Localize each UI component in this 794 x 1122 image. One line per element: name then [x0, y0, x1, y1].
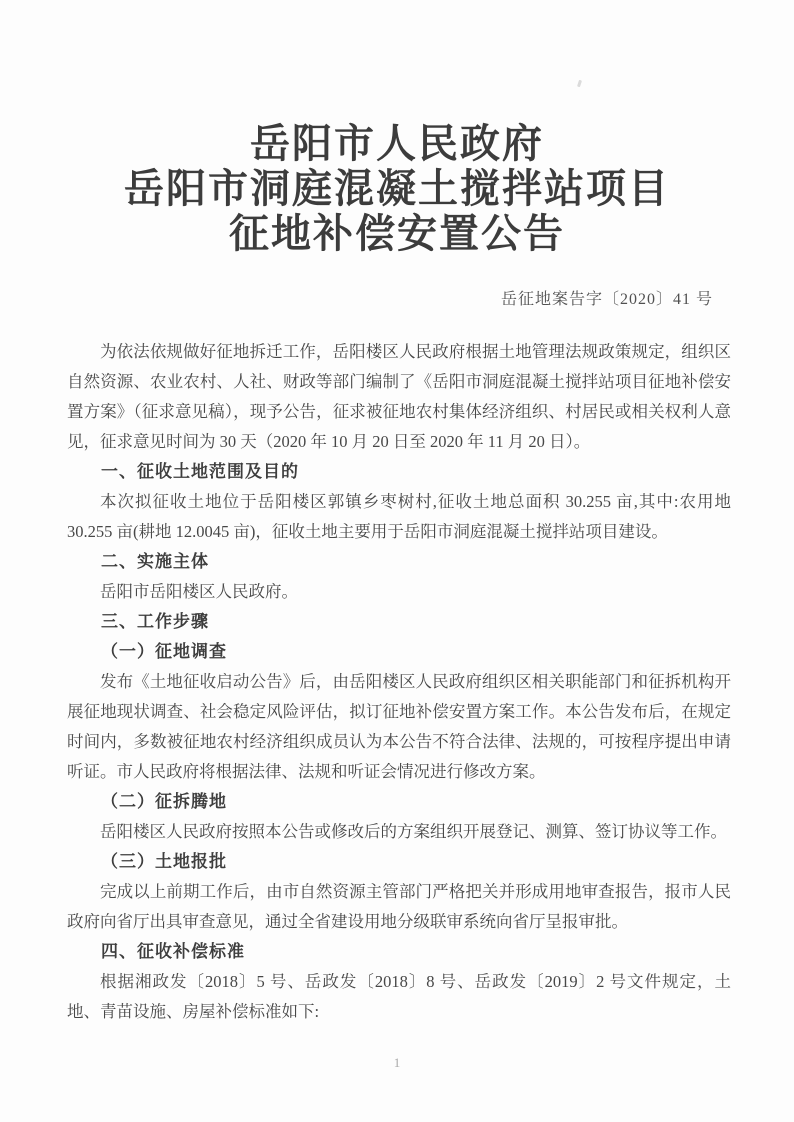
scan-speck-artifact — [577, 80, 582, 88]
section-3-sub-1-heading: （一）征地调查 — [101, 642, 227, 661]
section-1-paragraph: 本次拟征收土地位于岳阳楼区郭镇乡枣树村,征收土地总面积 30.255 亩,其中:农用地 30.255 亩(耕地 12.0045 亩)，征收土地主要用于岳阳市洞庭混凝土搅拌站项目建设。 — [67, 492, 731, 541]
document-title — [0, 121, 794, 256]
document-reference-number: 岳征地案告字〔2020〕41 号 — [500, 291, 713, 308]
page-number: 1 — [393, 1055, 401, 1070]
section-2-heading: 二、实施主体 — [101, 552, 209, 571]
section-3-sub-2-paragraph: 岳阳楼区人民政府按照本公告或修改后的方案组织开展登记、测算、签订协议等工作。 — [100, 822, 727, 841]
title-line-1: 岳阳市人民政府 — [250, 121, 544, 166]
section-3-sub-3-paragraph: 完成以上前期工作后，由市自然资源主管部门严格把关并形成用地审查报告，报市人民政府向省厅出具审查意见，通过全省建设用地分级联审系统向省厅呈报审批。 — [67, 882, 731, 931]
title-line-3: 征地补偿安置公告 — [229, 211, 565, 256]
section-3-sub-1-paragraph: 发布《土地征收启动公告》后，由岳阳楼区人民政府组织区相关职能部门和征拆机构开展征地现状调查、社会稳定风险评估，拟订征地补偿安置方案工作。本公告发布后，在规定时间内，多数被征地农村经济组织成员认为本公告不符合法律、法规的，可按程序提出申请听证。市人民政府将根据法律、法规和听证会情况进行修改方案。 — [67, 672, 731, 781]
section-4-heading: 四、征收补偿标准 — [101, 942, 245, 961]
section-3-sub-3-heading: （三）土地报批 — [101, 852, 227, 871]
section-3-sub-2-heading: （二）征拆腾地 — [101, 792, 227, 811]
document-body — [67, 337, 731, 1027]
title-line-2: 岳阳市洞庭混凝土搅拌站项目 — [124, 166, 670, 211]
section-3-heading: 三、工作步骤 — [101, 612, 209, 631]
intro-paragraph: 为依法依规做好征地拆迁工作，岳阳楼区人民政府根据土地管理法规政策规定，组织区自然资源、农业农村、人社、财政等部门编制了《岳阳市洞庭混凝土搅拌站项目征地补偿安置方案》（征求意见稿），现予公告，征求被征地农村集体经济组织、村居民或相关权利人意见，征求意见时间为 30 天（2020 年 10 月 20 日至 2020 年 11 月 20 日）。 — [67, 342, 731, 451]
section-2-paragraph: 岳阳市岳阳楼区人民政府。 — [100, 582, 298, 601]
section-4-paragraph: 根据湘政发〔2018〕5 号、岳政发〔2018〕8 号、岳政发〔2019〕2 号文件规定，土地、青苗设施、房屋补偿标准如下: — [67, 972, 731, 1021]
section-1-heading: 一、征收土地范围及目的 — [101, 462, 299, 481]
